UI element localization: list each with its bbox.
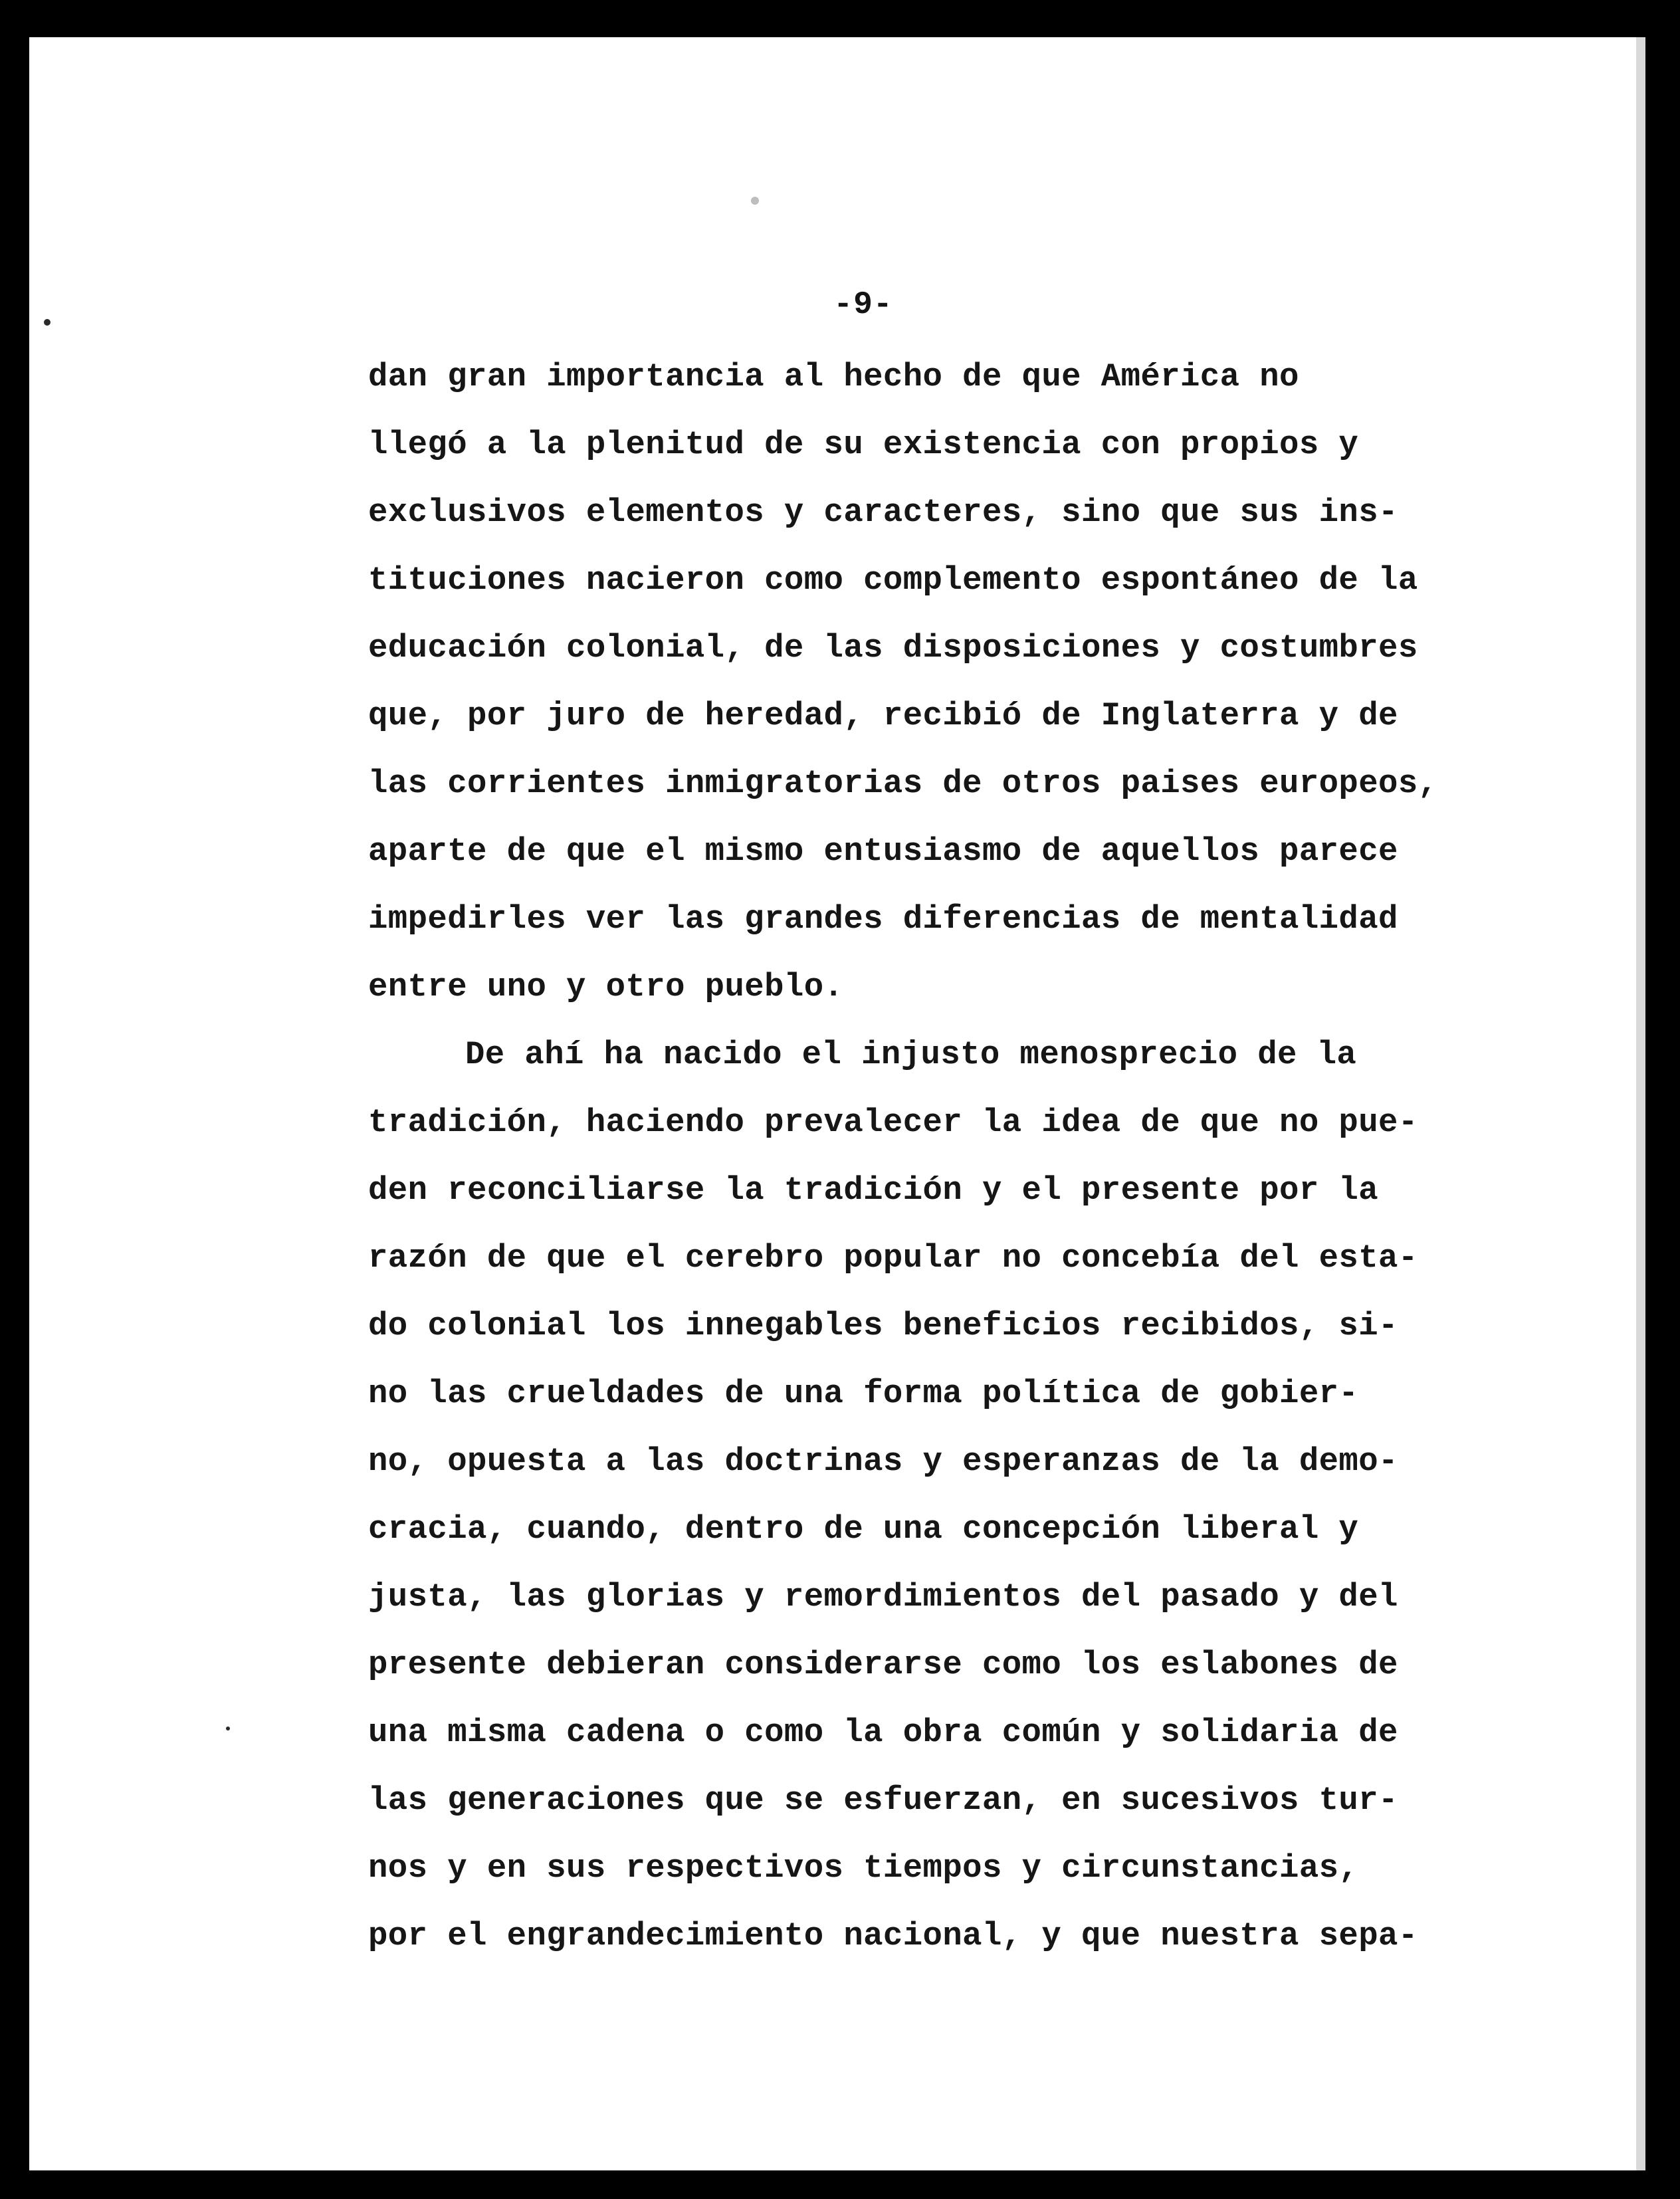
text-line: presente debieran considerarse como los eslabones de [368, 1646, 1398, 1683]
document-page [29, 37, 1645, 2170]
text-line: nos y en sus respectivos tiempos y circunstancias, [368, 1849, 1359, 1887]
text-line: aparte de que el mismo entusiasmo de aquellos parece [368, 833, 1398, 870]
text-line: no, opuesta a las doctrinas y esperanzas de la demo- [368, 1443, 1398, 1480]
margin-speck [226, 1727, 230, 1730]
text-line: educación colonial, de las disposiciones y costumbres [368, 629, 1418, 667]
paragraph-start-line: De ahí ha nacido el injusto menosprecio de la [465, 1036, 1357, 1073]
text-line: tradición, haciendo prevalecer la idea de que no pue- [368, 1104, 1418, 1141]
margin-speck [751, 197, 759, 205]
text-line: exclusivos elementos y caracteres, sino que sus ins- [368, 494, 1398, 531]
page-number: -9- [833, 287, 893, 323]
text-line: tituciones nacieron como complemento espontáneo de la [368, 562, 1418, 599]
text-line: impedirles ver las grandes diferencias de mentalidad [368, 900, 1398, 938]
body-text [368, 354, 1458, 1980]
text-line: las generaciones que se esfuerzan, en sucesivos tur- [368, 1782, 1398, 1819]
text-line: una misma cadena o como la obra común y solidaria de [368, 1714, 1398, 1751]
text-line: justa, las glorias y remordimientos del pasado y del [368, 1578, 1398, 1616]
text-line: las corrientes inmigratorias de otros paises europeos, [368, 765, 1438, 802]
text-line: por el engrandecimiento nacional, y que nuestra sepa- [368, 1917, 1418, 1954]
text-line: entre uno y otro pueblo. [368, 968, 844, 1005]
text-line: do colonial los innegables beneficios recibidos, si- [368, 1307, 1398, 1344]
text-line: que, por juro de heredad, recibió de Inglaterra y de [368, 697, 1398, 734]
text-line: cracia, cuando, dentro de una concepción liberal y [368, 1511, 1359, 1548]
text-line: razón de que el cerebro popular no concebía del esta- [368, 1239, 1418, 1277]
text-line: den reconciliarse la tradición y el presente por la [368, 1172, 1379, 1209]
margin-speck [44, 319, 51, 326]
text-line: no las crueldades de una forma política de gobier- [368, 1375, 1359, 1412]
text-line: dan gran importancia al hecho de que América no [368, 358, 1299, 395]
text-line: llegó a la plenitud de su existencia con propios y [368, 426, 1359, 463]
